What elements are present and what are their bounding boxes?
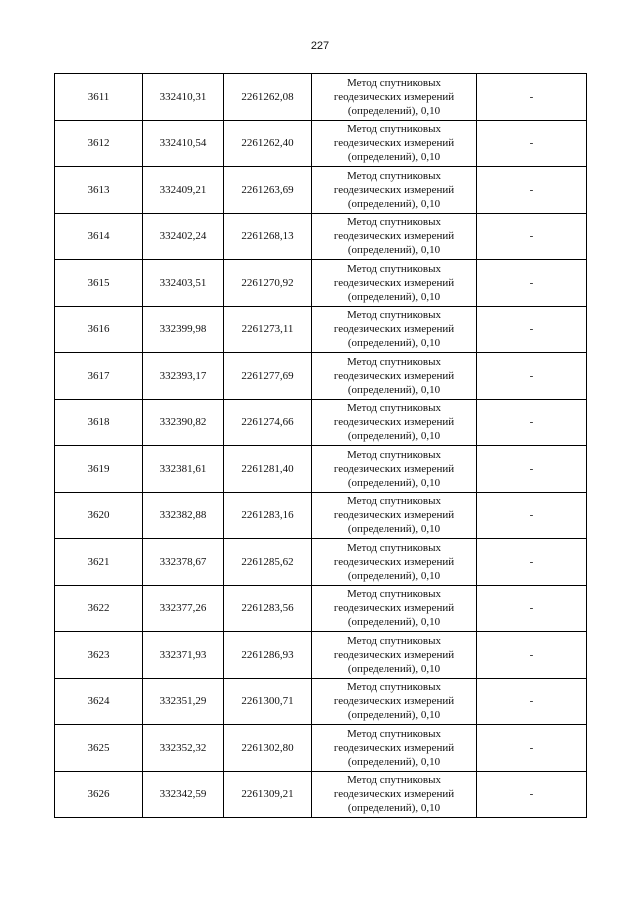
table-row — [55, 632, 587, 679]
point-number-cell: 3626 — [55, 771, 143, 818]
note-cell: - — [477, 539, 587, 586]
x-coordinate-cell: 332381,61 — [143, 446, 224, 493]
method-text-line: геодезических измерений — [333, 695, 455, 708]
point-number-cell: 3612 — [55, 120, 143, 167]
method-text-line: геодезических измерений — [333, 602, 455, 615]
table-row — [55, 446, 587, 493]
x-coordinate-cell: 332409,21 — [143, 167, 224, 214]
method-cell — [312, 446, 477, 493]
x-coordinate-cell: 332371,93 — [143, 632, 224, 679]
point-number-cell: 3618 — [55, 399, 143, 446]
table-row — [55, 306, 587, 353]
method-text-line: (определений), 0,10 — [347, 290, 441, 303]
method-cell — [312, 585, 477, 632]
note-cell: - — [477, 306, 587, 353]
x-coordinate-cell: 332382,88 — [143, 492, 224, 539]
x-coordinate-cell: 332378,67 — [143, 539, 224, 586]
page-number: 227 — [310, 40, 330, 52]
note-cell: - — [477, 446, 587, 493]
method-text-line: (определений), 0,10 — [347, 383, 441, 396]
coordinates-table — [54, 73, 587, 818]
note-cell: - — [477, 585, 587, 632]
method-text-line: Метод спутниковых — [347, 262, 441, 275]
y-coordinate-cell: 2261270,92 — [224, 260, 312, 307]
y-coordinate-cell: 2261262,40 — [224, 120, 312, 167]
x-coordinate-cell: 332377,26 — [143, 585, 224, 632]
point-number-cell: 3625 — [55, 725, 143, 772]
y-coordinate-cell: 2261277,69 — [224, 353, 312, 400]
method-cell — [312, 539, 477, 586]
y-coordinate-cell: 2261286,93 — [224, 632, 312, 679]
y-coordinate-cell: 2261300,71 — [224, 678, 312, 725]
y-coordinate-cell: 2261273,11 — [224, 306, 312, 353]
method-text-line: (определений), 0,10 — [347, 151, 441, 164]
y-coordinate-cell: 2261262,08 — [224, 74, 312, 121]
method-text-line: геодезических измерений — [333, 90, 455, 103]
y-coordinate-cell: 2261263,69 — [224, 167, 312, 214]
y-coordinate-cell: 2261274,66 — [224, 399, 312, 446]
table-body — [55, 74, 587, 818]
method-text-line: геодезических измерений — [333, 741, 455, 754]
table-row — [55, 353, 587, 400]
x-coordinate-cell: 332352,32 — [143, 725, 224, 772]
method-text-line: Метод спутниковых — [347, 727, 441, 740]
x-coordinate-cell: 332410,31 — [143, 74, 224, 121]
method-text-line: Метод спутниковых — [347, 541, 441, 554]
note-cell: - — [477, 353, 587, 400]
note-cell: - — [477, 399, 587, 446]
x-coordinate-cell: 332410,54 — [143, 120, 224, 167]
note-cell: - — [477, 678, 587, 725]
table-row — [55, 771, 587, 818]
table-row — [55, 167, 587, 214]
method-text-line: Метод спутниковых — [347, 588, 441, 601]
method-cell — [312, 167, 477, 214]
method-text-line: геодезических измерений — [333, 230, 455, 243]
method-text-line: геодезических измерений — [333, 369, 455, 382]
method-cell — [312, 74, 477, 121]
point-number-cell: 3614 — [55, 213, 143, 260]
table-row — [55, 539, 587, 586]
method-text-line: Метод спутниковых — [347, 355, 441, 368]
y-coordinate-cell: 2261309,21 — [224, 771, 312, 818]
note-cell: - — [477, 213, 587, 260]
y-coordinate-cell: 2261283,56 — [224, 585, 312, 632]
method-cell — [312, 678, 477, 725]
x-coordinate-cell: 332399,98 — [143, 306, 224, 353]
table-row — [55, 260, 587, 307]
x-coordinate-cell: 332393,17 — [143, 353, 224, 400]
method-text-line: Метод спутниковых — [347, 76, 441, 89]
table-row — [55, 585, 587, 632]
method-text-line: Метод спутниковых — [347, 309, 441, 322]
method-text-line: геодезических измерений — [333, 648, 455, 661]
method-text-line: Метод спутниковых — [347, 216, 441, 229]
point-number-cell: 3622 — [55, 585, 143, 632]
note-cell: - — [477, 120, 587, 167]
method-cell — [312, 771, 477, 818]
point-number-cell: 3617 — [55, 353, 143, 400]
method-text-line: Метод спутниковых — [347, 448, 441, 461]
method-text-line: геодезических измерений — [333, 183, 455, 196]
x-coordinate-cell: 332342,59 — [143, 771, 224, 818]
method-text-line: (определений), 0,10 — [347, 244, 441, 257]
table-row — [55, 120, 587, 167]
method-text-line: (определений), 0,10 — [347, 662, 441, 675]
method-cell — [312, 632, 477, 679]
table-row — [55, 213, 587, 260]
x-coordinate-cell: 332351,29 — [143, 678, 224, 725]
method-text-line: (определений), 0,10 — [347, 197, 441, 210]
method-cell — [312, 306, 477, 353]
table-row — [55, 725, 587, 772]
method-cell — [312, 492, 477, 539]
point-number-cell: 3623 — [55, 632, 143, 679]
x-coordinate-cell: 332402,24 — [143, 213, 224, 260]
method-text-line: (определений), 0,10 — [347, 802, 441, 815]
table-row — [55, 399, 587, 446]
point-number-cell: 3624 — [55, 678, 143, 725]
note-cell: - — [477, 492, 587, 539]
method-text-line: Метод спутниковых — [347, 634, 441, 647]
note-cell: - — [477, 74, 587, 121]
method-text-line: (определений), 0,10 — [347, 337, 441, 350]
point-number-cell: 3621 — [55, 539, 143, 586]
y-coordinate-cell: 2261283,16 — [224, 492, 312, 539]
method-text-line: Метод спутниковых — [347, 681, 441, 694]
table-row — [55, 678, 587, 725]
point-number-cell: 3616 — [55, 306, 143, 353]
y-coordinate-cell: 2261285,62 — [224, 539, 312, 586]
method-cell — [312, 399, 477, 446]
method-text-line: (определений), 0,10 — [347, 709, 441, 722]
method-text-line: Метод спутниковых — [347, 495, 441, 508]
method-cell — [312, 120, 477, 167]
y-coordinate-cell: 2261302,80 — [224, 725, 312, 772]
method-text-line: (определений), 0,10 — [347, 523, 441, 536]
note-cell: - — [477, 260, 587, 307]
method-text-line: (определений), 0,10 — [347, 430, 441, 443]
note-cell: - — [477, 725, 587, 772]
point-number-cell: 3611 — [55, 74, 143, 121]
method-text-line: (определений), 0,10 — [347, 755, 441, 768]
method-text-line: геодезических измерений — [333, 276, 455, 289]
method-text-line: Метод спутниковых — [347, 123, 441, 136]
x-coordinate-cell: 332390,82 — [143, 399, 224, 446]
method-text-line: (определений), 0,10 — [347, 616, 441, 629]
method-text-line: (определений), 0,10 — [347, 476, 441, 489]
table-row — [55, 74, 587, 121]
y-coordinate-cell: 2261281,40 — [224, 446, 312, 493]
point-number-cell: 3620 — [55, 492, 143, 539]
method-cell — [312, 260, 477, 307]
y-coordinate-cell: 2261268,13 — [224, 213, 312, 260]
method-text-line: Метод спутниковых — [347, 774, 441, 787]
point-number-cell: 3619 — [55, 446, 143, 493]
table-row — [55, 492, 587, 539]
method-text-line: геодезических измерений — [333, 323, 455, 336]
point-number-cell: 3613 — [55, 167, 143, 214]
note-cell: - — [477, 771, 587, 818]
method-text-line: (определений), 0,10 — [347, 104, 441, 117]
method-text-line: (определений), 0,10 — [347, 569, 441, 582]
note-cell: - — [477, 167, 587, 214]
method-cell — [312, 213, 477, 260]
x-coordinate-cell: 332403,51 — [143, 260, 224, 307]
method-text-line: геодезических измерений — [333, 509, 455, 522]
method-text-line: геодезических измерений — [333, 416, 455, 429]
method-cell — [312, 353, 477, 400]
method-text-line: Метод спутниковых — [347, 402, 441, 415]
method-text-line: геодезических измерений — [333, 788, 455, 801]
method-text-line: геодезических измерений — [333, 555, 455, 568]
method-text-line: Метод спутниковых — [347, 169, 441, 182]
method-cell — [312, 725, 477, 772]
method-text-line: геодезических измерений — [333, 462, 455, 475]
method-text-line: геодезических измерений — [333, 137, 455, 150]
point-number-cell: 3615 — [55, 260, 143, 307]
note-cell: - — [477, 632, 587, 679]
